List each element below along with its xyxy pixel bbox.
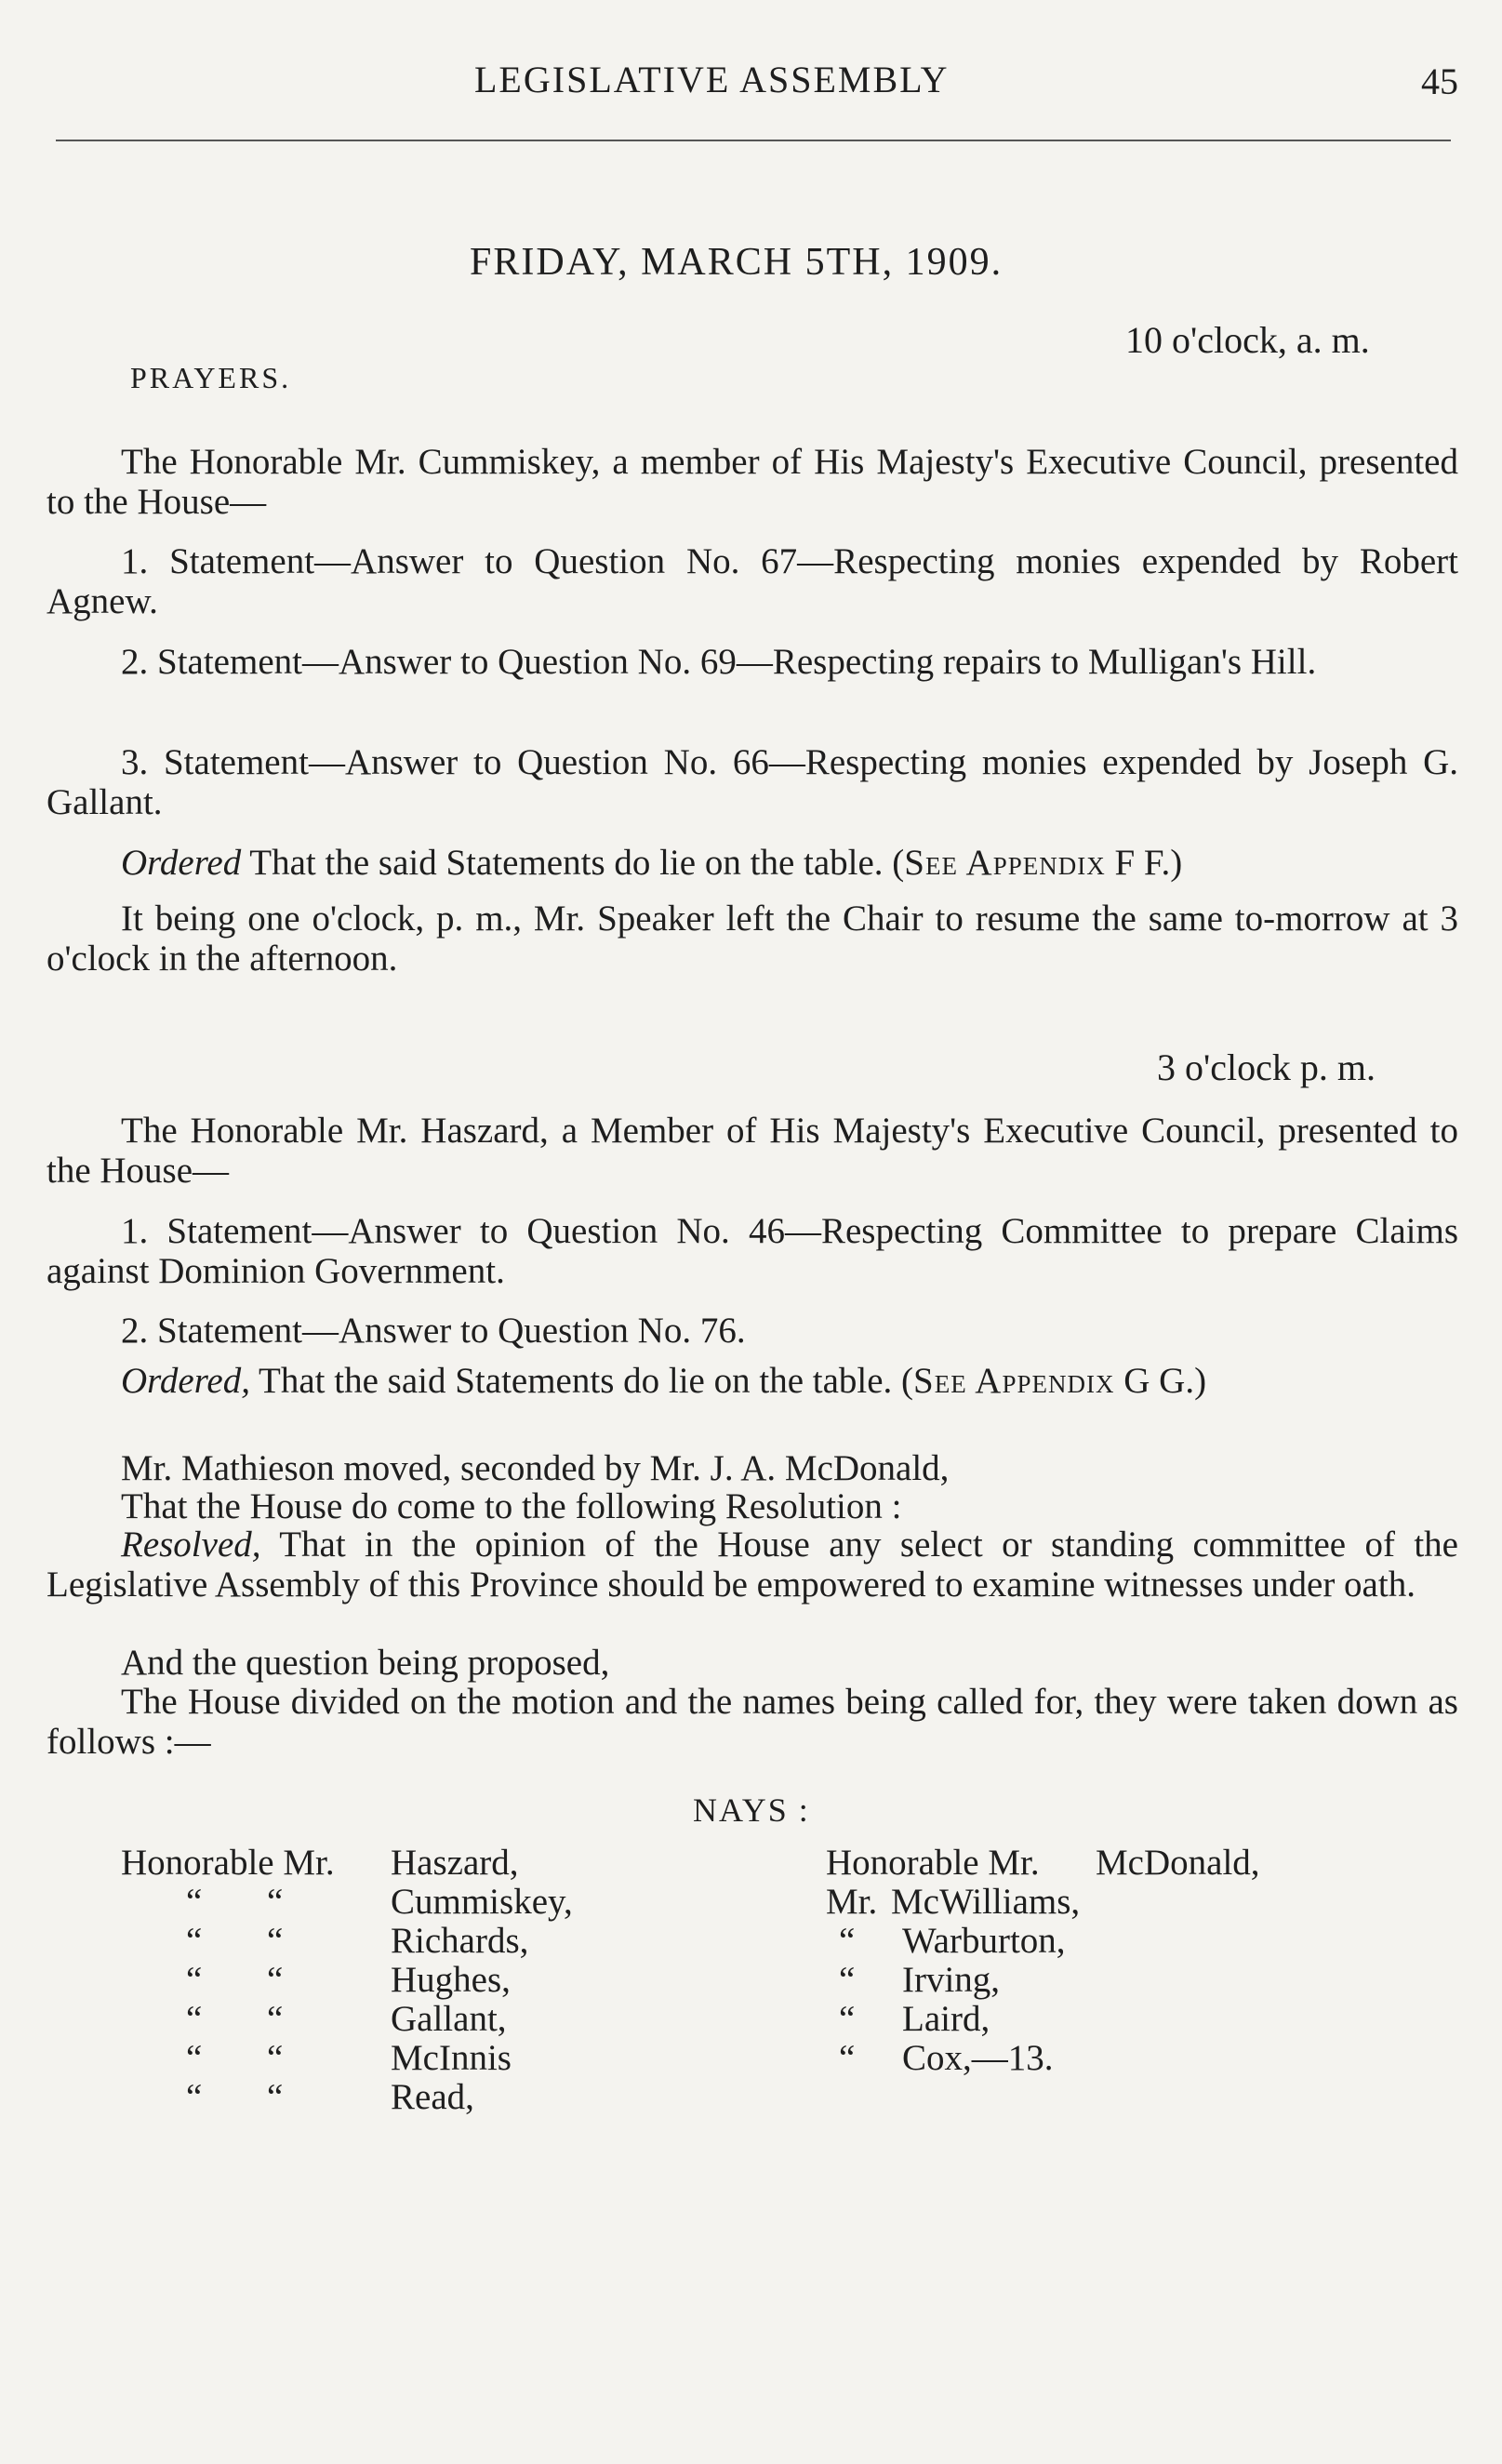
morning-time: 10 o'clock, a. m. bbox=[1125, 319, 1370, 361]
running-header: LEGISLATIVE ASSEMBLY bbox=[474, 59, 950, 100]
date-heading: FRIDAY, MARCH 5TH, 1909. bbox=[470, 241, 1004, 284]
afternoon-ordered: Ordered, That the said Statements do lie on the table. (See Appendix G G.) bbox=[121, 1361, 1207, 1401]
motion-moved: Mr. Mathieson moved, seconded by Mr. J. A. McDonald, bbox=[121, 1448, 950, 1488]
resolved-word: Resolved, bbox=[121, 1525, 261, 1565]
prayers-heading: PRAYERS. bbox=[130, 361, 292, 394]
ordered-word: Ordered bbox=[121, 843, 242, 883]
morning-item-1: 1. Statement—Answer to Question No. 67—Respecting monies expended by Robert Agnew. bbox=[47, 541, 1458, 621]
nays-heading: NAYS : bbox=[693, 1791, 810, 1829]
ordered-word: Ordered, bbox=[121, 1361, 250, 1401]
afternoon-item-1: 1. Statement—Answer to Question No. 46—Respecting Committee to prepare Claims against Dominion Government. bbox=[47, 1211, 1458, 1291]
morning-ordered: Ordered That the said Statements do lie on the table. (See Appendix F F.) bbox=[121, 843, 1183, 883]
afternoon-time: 3 o'clock p. m. bbox=[1157, 1046, 1376, 1088]
page-number: 45 bbox=[1421, 60, 1458, 102]
morning-intro: The Honorable Mr. Cummiskey, a member of His Majesty's Executive Council, presented to the House— bbox=[47, 442, 1458, 522]
afternoon-intro: The Honorable Mr. Haszard, a Member of His Majesty's Executive Council, presented to the House— bbox=[47, 1111, 1458, 1191]
motion-divided: The House divided on the motion and the names being called for, they were taken down as follows :— bbox=[47, 1682, 1458, 1762]
motion-resolution: Resolved, That in the opinion of the House any select or standing committee of the Legislative Assembly of this Province should be empowered to examine witnesses under oath. bbox=[47, 1525, 1458, 1605]
motion-that: That the House do come to the following Resolution : bbox=[121, 1486, 902, 1526]
motion-question: And the question being proposed, bbox=[121, 1643, 610, 1683]
header-rule bbox=[56, 140, 1451, 141]
document-page: LEGISLATIVE ASSEMBLY 45 FRIDAY, MARCH 5TH, 1909. 10 o'clock, a. m. PRAYERS. The Honorable Mr. Cummiskey, a member of His Majesty's Executive Council, presented to the House— 1. Statement—Answer to Question No. 67—Respecting monies expended by Robert Agnew. 2. Statement—Answer to Question No. 69—Respecting repairs to Mulligan's Hill. 3. Statement—Answer to Question No. 66—Respecting monies expended by Joseph G. Gallant. Ordered That the said Statements do lie on the table. (See Appendix F F.) It being one o'clock, p. m., Mr. Speaker left the Chair to resume the same to-morrow at 3 o'clock in the afternoon. 3 o'clock p. m. The Honorable Mr. Haszard, a Member of His Majesty's Executive Council, presented to the House— 1. Statement—Answer to Question No. 46—Respecting Committee to prepare Claims against Dominion Government. 2. Statement—Answer to Question No. 76. Ordered, That the said Statements do lie on the table. (See Appendix G G.) Mr. Mathieson moved, seconded by Mr. J. A. McDonald, That the House do come to the following Resolution : Resolved, That in the opinion of the House any select or standing committee of the Legislative Assembly of this Province should be empowered to examine witnesses under oath. And the question being proposed, The House divided on the motion and the names being called for, they were taken down as follows :— NAYS : Honorable Mr. Haszard, “ “ Cummiskey, “ “ Richards, “ “ Hughes, “ “ Gallant, “ “ McInnis “ “ Read, Honorable Mr. McDonald, Mr. McWilliams, “ Warburton, “ Irving, “ Laird, “ Cox,—13. bbox=[47, 59, 1458, 2117]
afternoon-item-2: 2. Statement—Answer to Question No. 76. bbox=[121, 1311, 746, 1351]
appendix-reference: See Appendix bbox=[904, 843, 1106, 883]
morning-item-2: 2. Statement—Answer to Question No. 69—Respecting repairs to Mulligan's Hill. bbox=[121, 642, 1317, 682]
appendix-reference: See Appendix bbox=[913, 1361, 1115, 1401]
adjournment-note: It being one o'clock, p. m., Mr. Speaker left the Chair to resume the same to-morrow at 3 o'clock in the afternoon. bbox=[47, 899, 1458, 979]
morning-item-3: 3. Statement—Answer to Question No. 66—Respecting monies expended by Joseph G. Gallant. bbox=[47, 742, 1458, 822]
